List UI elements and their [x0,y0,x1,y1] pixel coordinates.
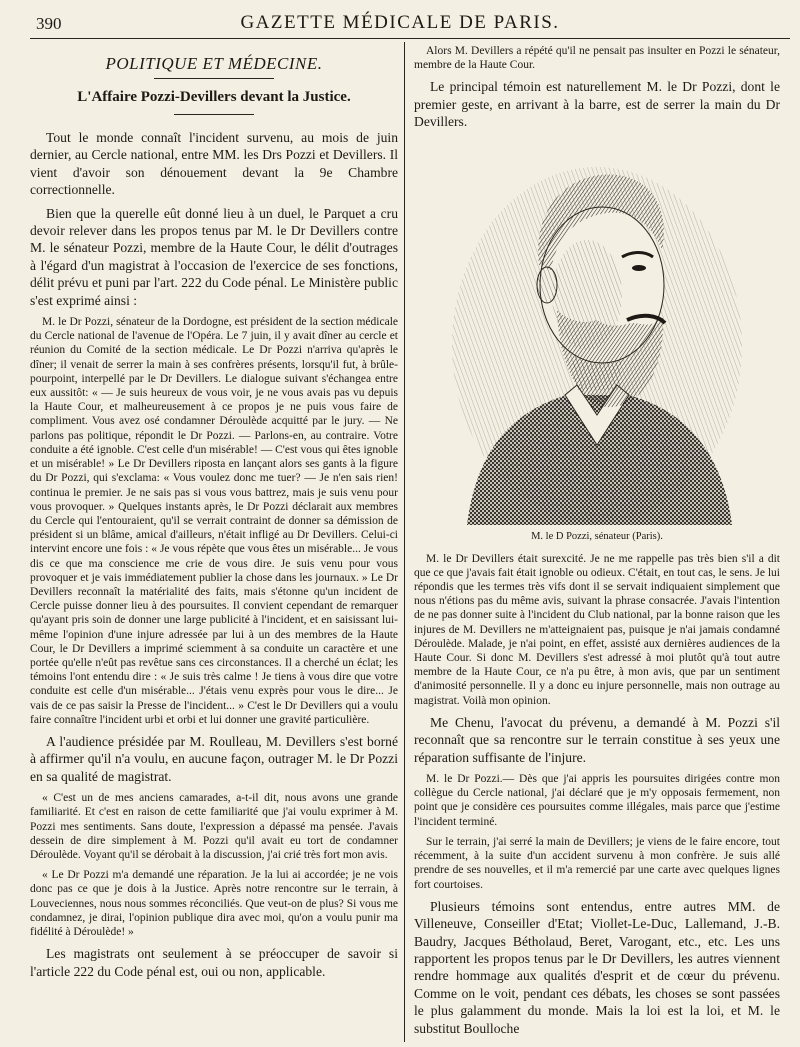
portrait-caption: M. le D Pozzi, sénateur (Paris). [531,530,663,542]
portrait-engraving [447,145,747,525]
title-rule [174,114,254,115]
paragraph-intro: Tout le monde connaît l'incident survenu, au mois de juin dernier, au Cercle national, entre MM. les Drs Pozzi et Devillers. Il vient d'avoir son dénouement devant la 9e Chambre correctionnelle. [30,130,398,198]
page-header [0,0,800,36]
paragraph-devillers-reparation: « Le Dr Pozzi m'a demandé une réparation. Je la lui ai accordée; je ne vois donc pas ce que je dois à la Justice. Après notre rencontre sur le terrain, à Louveciennes, nous nous sommes réconciliés. Que veut-on de plus? Si vous me condamnez, je dirai, l'opinion publique dira avec moi, qu'on a voulu punir ma fidélité à Déroulède! » [30,869,398,938]
header-rule [30,38,790,39]
paragraph-requisitoire: M. le Dr Pozzi, sénateur de la Dordogne, est président de la section médicale du Cercle national de l'avenue de l'Opéra. Le 7 juin, il y avait dîner au cercle et réunion du Comité de la section médicale. Le Dr Pozzi n'arriva qu'après le dîner; il venait de serrer la main à ses confrères présents, lorsqu'il fut, à brûle-pourpoint, interpellé par le Dr Devillers. Le dialogue suivant s'échangea entre eux aussitôt: « — Je suis heureux de vous voir, je ne vous avais pas vu depuis la Haute Cour, et malheureusement à ce propos je ne puis vous faire de compliment. Vous avez osé condamner Déroulède acquitté par le jury. — Ne parlons pas politique, répondit le Dr Pozzi. — Parlons-en, au contraire. Votre conduite a été ignoble. C'est celle d'un misérable! — C'est vous qui êtes ignoble et un misérable! » Le Dr Devillers riposta en lançant alors ses gants à la figure du Dr Pozzi, qui s'exclama: « Vous voulez donc me tuer? — Je n'en sais rien! continua le premier. Je ne sais pas si vous vous battrez, mais je suis venu pour vous provoquer. » Quelques instants après, le Dr Pozzi déclarait aux membres du Cercle qui l'entouraient, qu'il se verrait contraint de donner sa démission de président si un blâme, amical d'ailleurs, n'était infligé au Dr Devillers. Celui-ci intervint encore une fois : « Je vous répète que vous êtes un misérable... Je vous dis ce que ma conscience me crie de vous dire. Je suis venu pour vous provoquer et je vais immédiatement publier la chose dans les journaux. » Le Dr Devillers reconnaît la matérialité des faits, mais s'étonne qu'un incident de Cercle puisse donner lieu à des poursuites. Il convient cependant de remarquer qu'ayant pris soin de donner une large publicité à l'incident, et en saisissant lui-même l'opinion d'une injure adressée par lui à un des membres de la Haute Cour, le Dr Devillers a imprimé sciemment à sa conduite un caractère et une portée qu'elle n'eût pas revêtue sans ces circonstances. Il a cherché un éclat; les témoins l'ont entendu dire : « Je suis très calme ! Je tiens à vous dire que votre conduite est celle d'un misérable... J'étais venu exprès pour vous le dire... Je vais de ce pas saisir la Presse de l'incident... » C'est le Dr Devillers qui a voulu faire connaître l'incident urbi et orbi et lui donner une gravité particulière. [30,316,398,726]
paragraph-pozzi-reply: M. le Dr Pozzi.— Dès que j'ai appris les poursuites dirigées contre mon collègue du Cercle national, j'ai déclaré que je m'y opposais fermement, non point que je considère ces poursuites comme illégales, mais parce que j'estime l'incident terminé. [414,773,780,828]
paragraph-terrain: Sur le terrain, j'ai serré la main de Devillers; je viens de le faire encore, tout récemment, à la suite d'un accident survenu à mon confrère. Je suis allé prendre de ses nouvelles, et il m'a remercié par une carte avec quelques lignes fort courtoises. [414,835,780,891]
journal-title: GAZETTE MÉDICALE DE PARIS. [240,12,560,33]
paragraph-devillers-statement: « C'est un de mes anciens camarades, a-t-il dit, nous avons une grande familiarité. Et c'est en raison de cette familiarité que j'ai voulu exprimer à M. Pozzi mes sentiments. Sans doute, l'expression a dépassé ma pensée. J'avais dessein de dire simplement à M. Pozzi qu'il avait eu tort de condamner Déroulède. Voyant qu'il se dérobait à la discussion, j'ai crié très fort mon avis. [30,792,398,861]
paragraph-magistrats: Les magistrats ont seulement à se préoccuper de savoir si l'article 222 du Code pénal est, oui ou non, applicable. [30,946,398,979]
page-number: 390 [36,14,62,33]
left-column [30,44,398,1044]
paragraph-audience: A l'audience présidée par M. Roulleau, M. Devillers s'est borné à affirmer qu'il n'a voulu, en aucune façon, outrager M. le Dr Pozzi en sa qualité de magistrat. [30,733,398,784]
paragraph-temoin: Le principal témoin est naturellement M. le Dr Pozzi, dont le premier geste, en arrivant à la barre, est de serrer la main du Dr Devillers. [414,79,780,130]
paragraph-temoins: Plusieurs témoins sont entendus, entre autres MM. de Villeneuve, Conseiller d'Etat; Viollet-Le-Duc, Lallemand, J.-B. Baudry, Jacques Bétholaud, Beret, Varogant, etc., etc. Les uns rapportent les propos tenus par le Dr Devillers, les autres viennent rendre hommage aux qualités d'esprit et de cœur du prévenu. Comme on le voit, pendant ces débats, les choses se sont passées le plus galamment du monde. Mais la loi est la loi, et M. le substitut Boulloche [414,898,780,1036]
column-divider [404,42,405,1042]
section-rule [154,78,274,79]
paragraph-parquet: Bien que la querelle eût donné lieu à un duel, le Parquet a cru devoir relever dans les propos tenus par M. le Dr Devillers contre M. le sénateur Pozzi, membre de la Haute Cour, le délit d'outrages à l'égard d'un magistrat à l'occasion de l'exercice de ses fonctions, délit prévu et puni par l'art. 222 du Code pénal. Le Ministère public s'est exprimé ainsi : [30,205,398,308]
section-title: POLITIQUE ET MÉDECINE. [105,54,323,73]
paragraph-pozzi-testimony: M. le Dr Devillers était surexcité. Je ne me rappelle pas très bien s'il a dit que ce que j'avais fait était ignoble ou odieux. C'était, en tout cas, le sens. Je lui répondis que les termes très vifs dont il se servait indiquaient simplement que nous n'étions pas du même avis, suivant la phrase consacrée. J'avais l'intention de ne pas donner suite à l'incident du Club national, par la bonne raison que les injures de M. Devillers ne m'atteignaient pas, puisque je n'ai jamais condamné Déroulède. Malade, je n'ai point, en effet, assisté aux dernières audiences de la Haute Cour. Si donc M. Devillers s'est adressé à moi plutôt qu'à tout autre membre de la Haute Cour, ce n'a pu être, à mon avis, que par un sentiment d'animosité personnelle. Il y a donc eu injure personnelle, mais non outrage au magistrat. Voilà mon opinion. [414,552,780,707]
portrait-illustration [447,145,747,525]
article-title: L'Affaire Pozzi-Devillers devant la Justice. [77,89,351,105]
paragraph-devillers-repete: Alors M. Devillers a répété qu'il ne pensait pas insulter en Pozzi le sénateur, membre de la Haute Cour. [414,45,780,72]
paragraph-chenu: Me Chenu, l'avocat du prévenu, a demandé à M. Pozzi s'il reconnaît que sa rencontre sur le terrain constitue à ses yeux une réparation suffisante de l'injure. [414,714,780,765]
right-column [414,44,780,1044]
